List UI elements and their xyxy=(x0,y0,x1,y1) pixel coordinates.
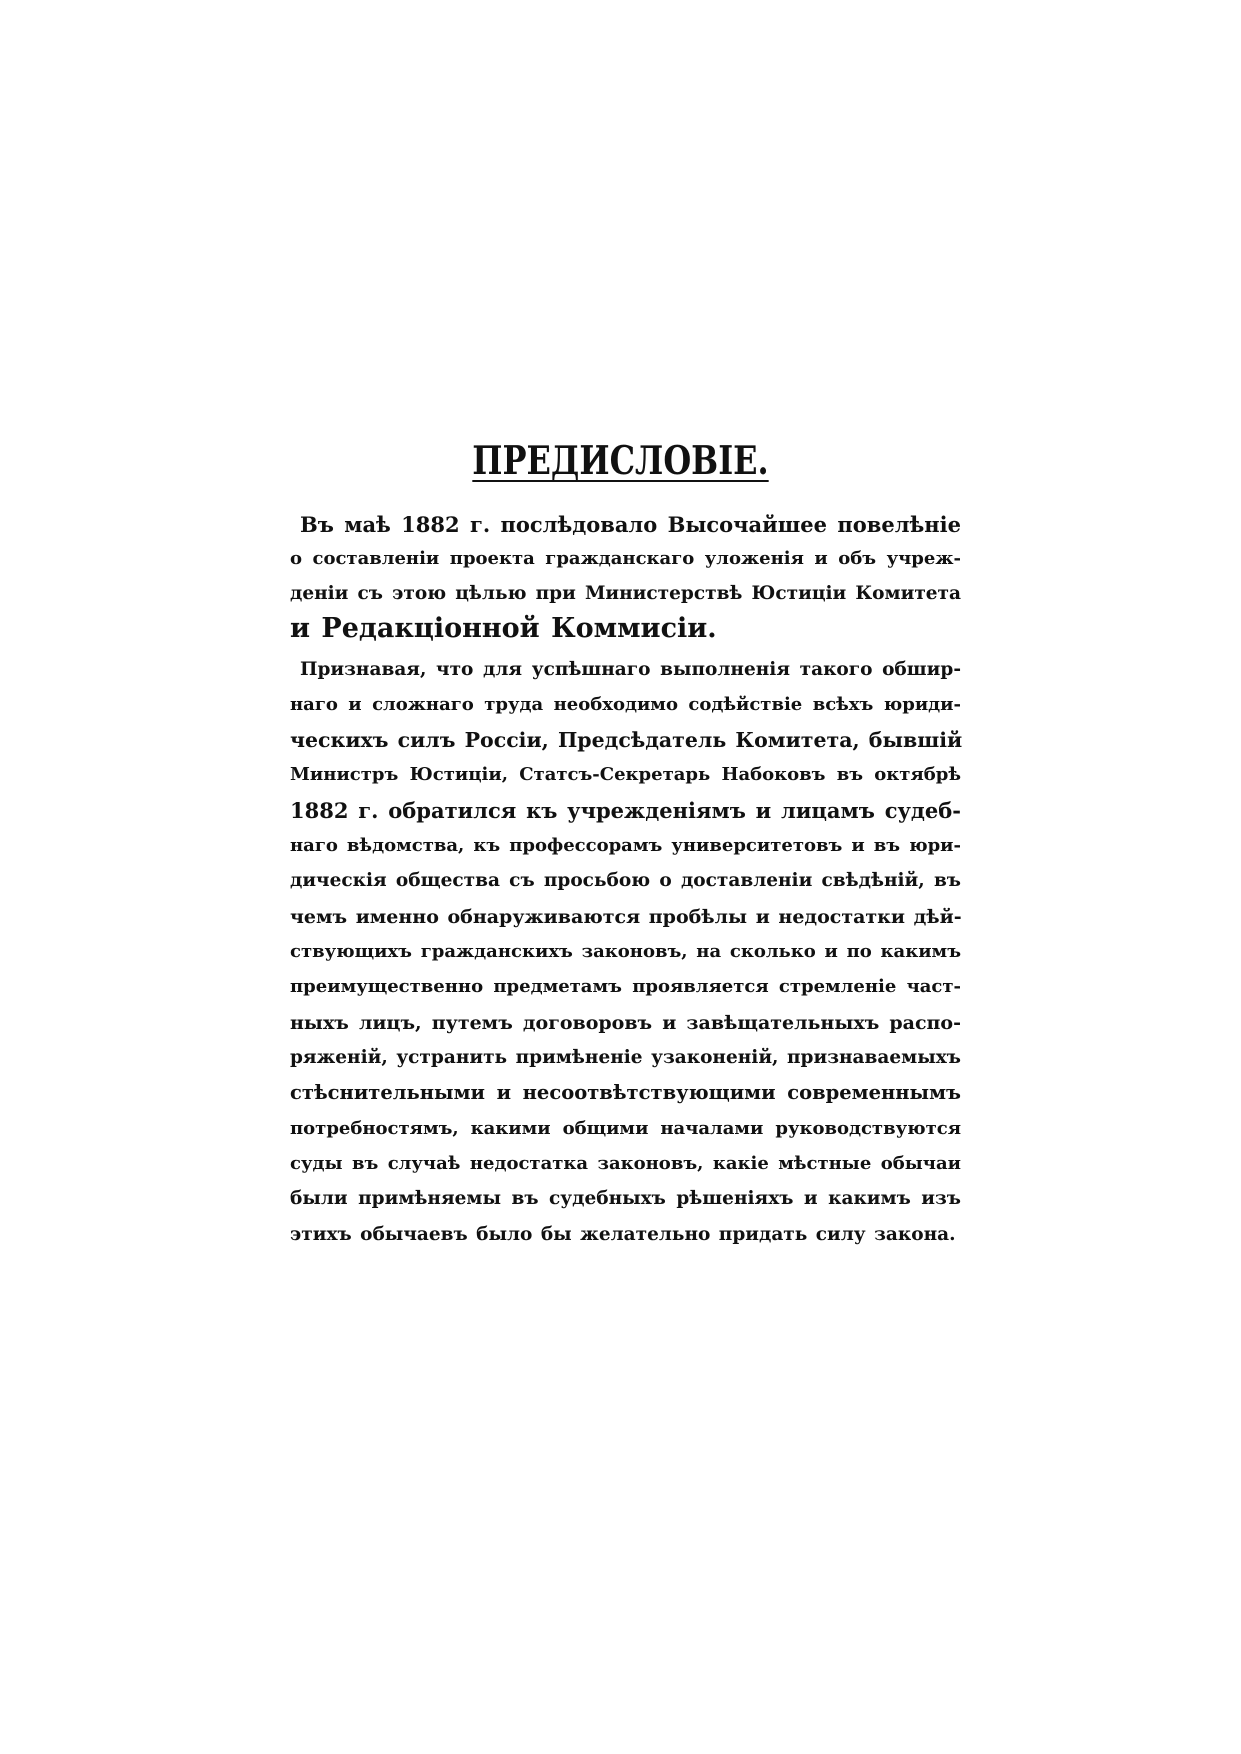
paragraph-2-line-16: были примѣняемы въ судебныхъ рѣшеніяхъ и какимъ изъ xyxy=(290,1188,961,1209)
paragraph-2-line-8: чемъ именно обнаруживаются пробѣлы и недостатки дѣй- xyxy=(290,906,962,928)
paragraph-2-line-7: дическія общества съ просьбою о доставленіи свѣдѣній, въ xyxy=(290,870,961,891)
paragraph-2-line-4: Министръ Юстиціи, Статсъ-Секретарь Набоковъ въ октябрѣ xyxy=(290,764,961,785)
paragraph-1-line-4: и Редакціонной Коммисіи. xyxy=(290,613,717,644)
paragraph-2-line-13: стѣснительными и несоотвѣтствующими современнымъ xyxy=(290,1081,961,1104)
paragraph-1-line-3: деніи съ этою цѣлью при Министерствѣ Юстиціи Комитета xyxy=(290,583,961,604)
paragraph-2-line-6: наго вѣдомства, къ профессорамъ университетовъ и въ юри- xyxy=(290,835,961,856)
paragraph-2-line-3: ческихъ силъ Россіи, Предсѣдатель Комитета, бывшій xyxy=(290,728,963,752)
paragraph-2-line-1: Признавая, что для успѣшнаго выполненія такого обшир- xyxy=(300,659,961,680)
paragraph-2-line-5: 1882 г. обратился къ учрежденіямъ и лицамъ судеб- xyxy=(290,798,961,823)
paragraph-1-line-1: Въ маѣ 1882 г. послѣдовало Высочайшее повелѣніе xyxy=(300,512,961,537)
paragraph-2-line-15: суды въ случаѣ недостатка законовъ, какіе мѣстные обычаи xyxy=(290,1153,961,1174)
paragraph-2-line-9: ствующихъ гражданскихъ законовъ, на сколько и по какимъ xyxy=(290,941,961,962)
paragraph-2-line-2: наго и сложнаго труда необходимо содѣйствіе всѣхъ юриди- xyxy=(290,694,961,715)
paragraph-2-line-12: ряженій, устранить примѣненіе узаконеній, признаваемыхъ xyxy=(290,1047,961,1068)
paragraph-2-line-17: этихъ обычаевъ было бы желательно придать силу закона. xyxy=(290,1224,956,1245)
paragraph-2-line-11: ныхъ лицъ, путемъ договоровъ и завѣщательныхъ распо- xyxy=(290,1012,961,1034)
paragraph-2-line-14: потребностямъ, какими общими началами руководствуются xyxy=(290,1118,961,1139)
paragraph-2-line-10: преимущественно предметамъ проявляется стремленіе част- xyxy=(290,976,961,997)
page-title: ПРЕДИСЛОВІЕ. xyxy=(472,438,769,484)
paragraph-1-line-2: о составленіи проекта гражданскаго уложенія и объ учреж- xyxy=(290,548,961,569)
